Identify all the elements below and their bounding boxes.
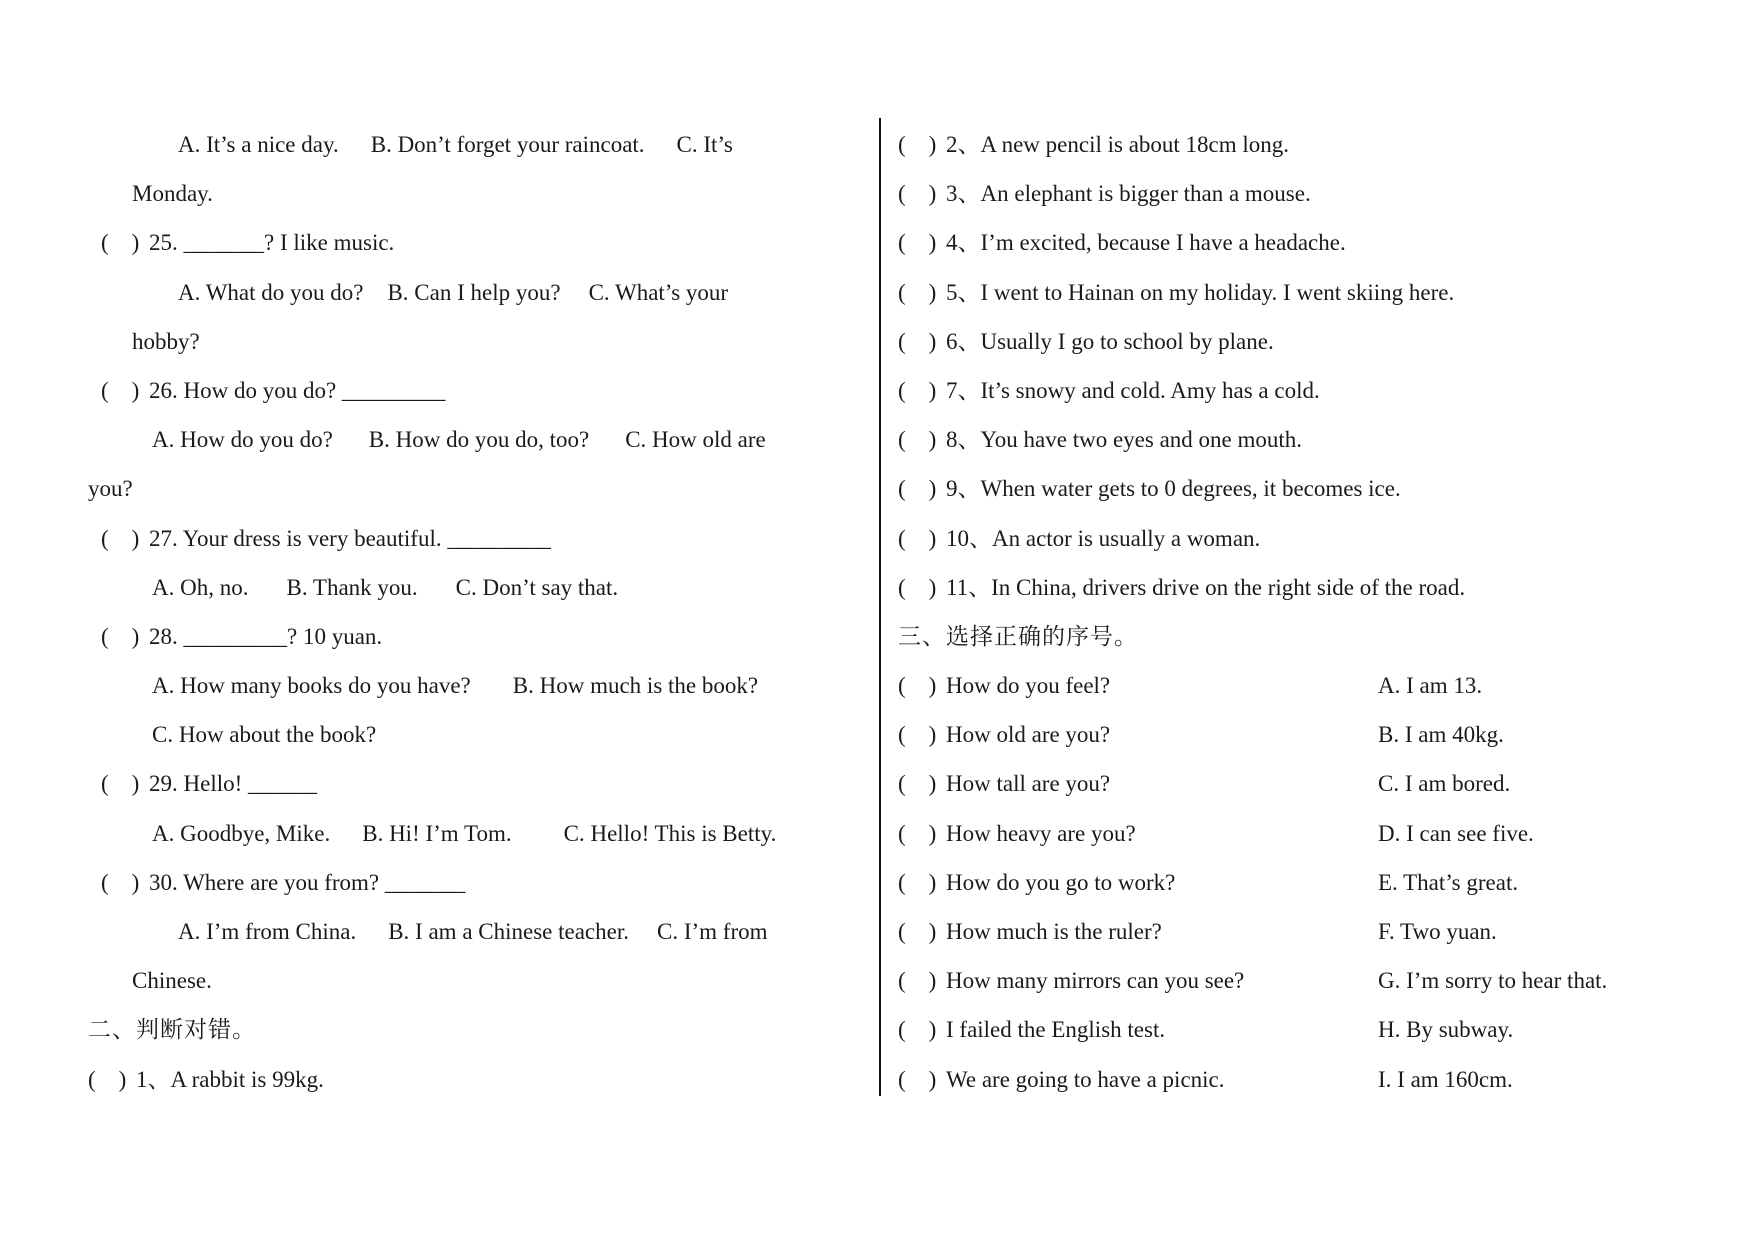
answer-paren: ( ): [898, 919, 937, 944]
question-text: How heavy are you?: [946, 820, 1136, 846]
match-item: [898, 809, 1718, 858]
answer-paren: ( ): [898, 279, 937, 305]
match-item: [898, 710, 1718, 759]
answer-paren: ( ): [898, 230, 937, 256]
statement-text: 11、In China, drivers drive on the right side of the road.: [946, 574, 1466, 600]
match-question: [898, 907, 1378, 956]
answer-paren: ( ): [898, 771, 937, 797]
tf-item: [898, 268, 1718, 317]
match-answer: C. I am bored.: [1378, 771, 1511, 797]
tf-item: [898, 464, 1718, 513]
section-3-heading: 三、选择正确的序号。: [898, 623, 1138, 649]
answer-paren: ( ): [898, 574, 937, 600]
statement-text: 6、Usually I go to school by plane.: [946, 328, 1274, 354]
answer-paren: ( ): [898, 181, 937, 207]
question-25: [88, 218, 868, 267]
question-text: 26. How do you do? _________: [149, 377, 446, 403]
question-29: [88, 759, 868, 808]
q25-options: [88, 268, 868, 317]
option-a: A. How do you do?: [152, 427, 333, 453]
answer-paren: ( ): [898, 820, 937, 846]
statement-text: 4、I’m excited, because I have a headache.: [946, 230, 1346, 256]
match-item: [898, 907, 1718, 956]
tf-item: [898, 218, 1718, 267]
match-item: [898, 1055, 1718, 1104]
match-question: [898, 759, 1378, 808]
question-30: [88, 858, 868, 907]
option-c: C. How old are: [625, 427, 766, 453]
answer-paren: ( ): [898, 722, 937, 748]
match-question: [898, 1055, 1378, 1104]
q27-options: [88, 563, 868, 612]
option-b: B. Can I help you?: [387, 279, 561, 305]
q24-options: [88, 120, 868, 169]
tf-item: [898, 169, 1718, 218]
question-28: [88, 612, 868, 661]
statement-text: 5、I went to Hainan on my holiday. I went skiing here.: [946, 279, 1455, 305]
matching-list: [898, 661, 1718, 1104]
answer-paren: ( ): [898, 132, 937, 157]
match-question: [898, 1005, 1378, 1054]
match-answer: A. I am 13.: [1378, 673, 1483, 699]
match-answer: D. I can see five.: [1378, 820, 1534, 846]
option-b: B. How do you do, too?: [368, 427, 590, 453]
option-a: A. What do you do?: [178, 279, 364, 305]
match-question: [898, 710, 1378, 759]
option-c: C. Hello! This is Betty.: [563, 820, 777, 846]
statement-text: 10、An actor is usually a woman.: [946, 525, 1261, 551]
question-text: How do you go to work?: [946, 869, 1176, 895]
answer-paren: ( ): [101, 869, 140, 895]
question-text: We are going to have a picnic.: [946, 1066, 1225, 1092]
column-divider: [879, 118, 881, 1096]
match-answer: E. That’s great.: [1378, 869, 1519, 895]
q28-options: [88, 661, 868, 710]
answer-paren: ( ): [898, 673, 937, 699]
tf-item: [898, 366, 1718, 415]
tf-item: [898, 120, 1718, 169]
question-text: 30. Where are you from? _______: [149, 869, 466, 895]
answer-paren: ( ): [898, 1017, 937, 1043]
question-27: [88, 514, 868, 563]
answer-paren: ( ): [898, 328, 937, 354]
q30-options: [88, 907, 868, 956]
match-item: [898, 661, 1718, 710]
question-text: How do you feel?: [946, 673, 1111, 699]
q26-options-cont: you?: [88, 476, 133, 502]
statement-text: 8、You have two eyes and one mouth.: [946, 427, 1303, 453]
match-item: [898, 858, 1718, 907]
tf-item-1: [88, 1055, 868, 1104]
match-question: [898, 858, 1378, 907]
answer-paren: ( ): [898, 1066, 937, 1092]
question-text: How much is the ruler?: [946, 919, 1162, 944]
match-item: [898, 1005, 1718, 1054]
match-question: [898, 809, 1378, 858]
answer-paren: ( ): [101, 771, 140, 797]
match-answer: I. I am 160cm.: [1378, 1066, 1513, 1092]
question-text: 25. _______? I like music.: [149, 230, 395, 256]
match-answer: H. By subway.: [1378, 1017, 1514, 1043]
option-b: B. I am a Chinese teacher.: [388, 919, 629, 944]
question-text: 28. _________? 10 yuan.: [149, 623, 383, 649]
question-26: [88, 366, 868, 415]
q25-options-cont: hobby?: [132, 328, 200, 354]
tf-item: [898, 514, 1718, 563]
option-b: B. How much is the book?: [512, 673, 759, 699]
answer-paren: ( ): [898, 869, 937, 895]
question-text: 27. Your dress is very beautiful. _________: [149, 525, 551, 551]
statement-text: 3、An elephant is bigger than a mouse.: [946, 181, 1311, 207]
option-a: A. How many books do you have?: [152, 673, 471, 699]
option-a: A. It’s a nice day.: [178, 132, 339, 157]
match-answer: B. I am 40kg.: [1378, 722, 1504, 748]
q28-options-cont: C. How about the book?: [152, 722, 377, 748]
question-text: I failed the English test.: [946, 1017, 1166, 1043]
question-text: How many mirrors can you see?: [946, 968, 1245, 994]
tf-item: [898, 563, 1718, 612]
option-b: B. Hi! I’m Tom.: [362, 820, 512, 846]
match-question: [898, 661, 1378, 710]
match-answer: F. Two yuan.: [1378, 919, 1497, 944]
right-column: [898, 120, 1718, 1104]
answer-paren: ( ): [101, 525, 140, 551]
option-a: A. Oh, no.: [152, 574, 249, 600]
option-c: C. It’s: [676, 132, 733, 157]
option-c: C. Don’t say that.: [455, 574, 619, 600]
question-text: How old are you?: [946, 722, 1111, 748]
answer-paren: ( ): [898, 525, 937, 551]
option-c: C. I’m from: [657, 919, 768, 944]
statement-text: 1、A rabbit is 99kg.: [136, 1066, 324, 1092]
question-text: 29. Hello! ______: [149, 771, 318, 797]
option-c: C. What’s your: [588, 279, 729, 305]
match-answer: G. I’m sorry to hear that.: [1378, 968, 1608, 994]
match-question: [898, 956, 1378, 1005]
section-2-heading: 二、判断对错。: [88, 1017, 256, 1043]
true-false-list: [898, 120, 1718, 612]
answer-paren: ( ): [101, 377, 140, 403]
answer-paren: ( ): [898, 377, 937, 403]
option-a: A. I’m from China.: [178, 919, 357, 944]
match-item: [898, 956, 1718, 1005]
option-b: B. Thank you.: [286, 574, 418, 600]
left-column: [88, 120, 868, 1104]
answer-paren: ( ): [101, 230, 140, 256]
option-a: A. Goodbye, Mike.: [152, 820, 331, 846]
question-text: How tall are you?: [946, 771, 1111, 797]
tf-item: [898, 317, 1718, 366]
answer-paren: ( ): [898, 476, 937, 502]
q29-options: [88, 809, 868, 858]
answer-paren: ( ): [898, 968, 937, 994]
tf-item: [898, 415, 1718, 464]
answer-paren: ( ): [898, 427, 937, 453]
q24-options-cont: Monday.: [132, 181, 213, 207]
answer-paren: ( ): [88, 1066, 127, 1092]
match-item: [898, 759, 1718, 808]
answer-paren: ( ): [101, 623, 140, 649]
q26-options: [88, 415, 868, 464]
option-b: B. Don’t forget your raincoat.: [370, 132, 645, 157]
statement-text: 9、When water gets to 0 degrees, it becomes ice.: [946, 476, 1401, 502]
statement-text: 7、It’s snowy and cold. Amy has a cold.: [946, 377, 1320, 403]
statement-text: 2、A new pencil is about 18cm long.: [946, 132, 1290, 157]
q30-options-cont: Chinese.: [132, 968, 212, 994]
